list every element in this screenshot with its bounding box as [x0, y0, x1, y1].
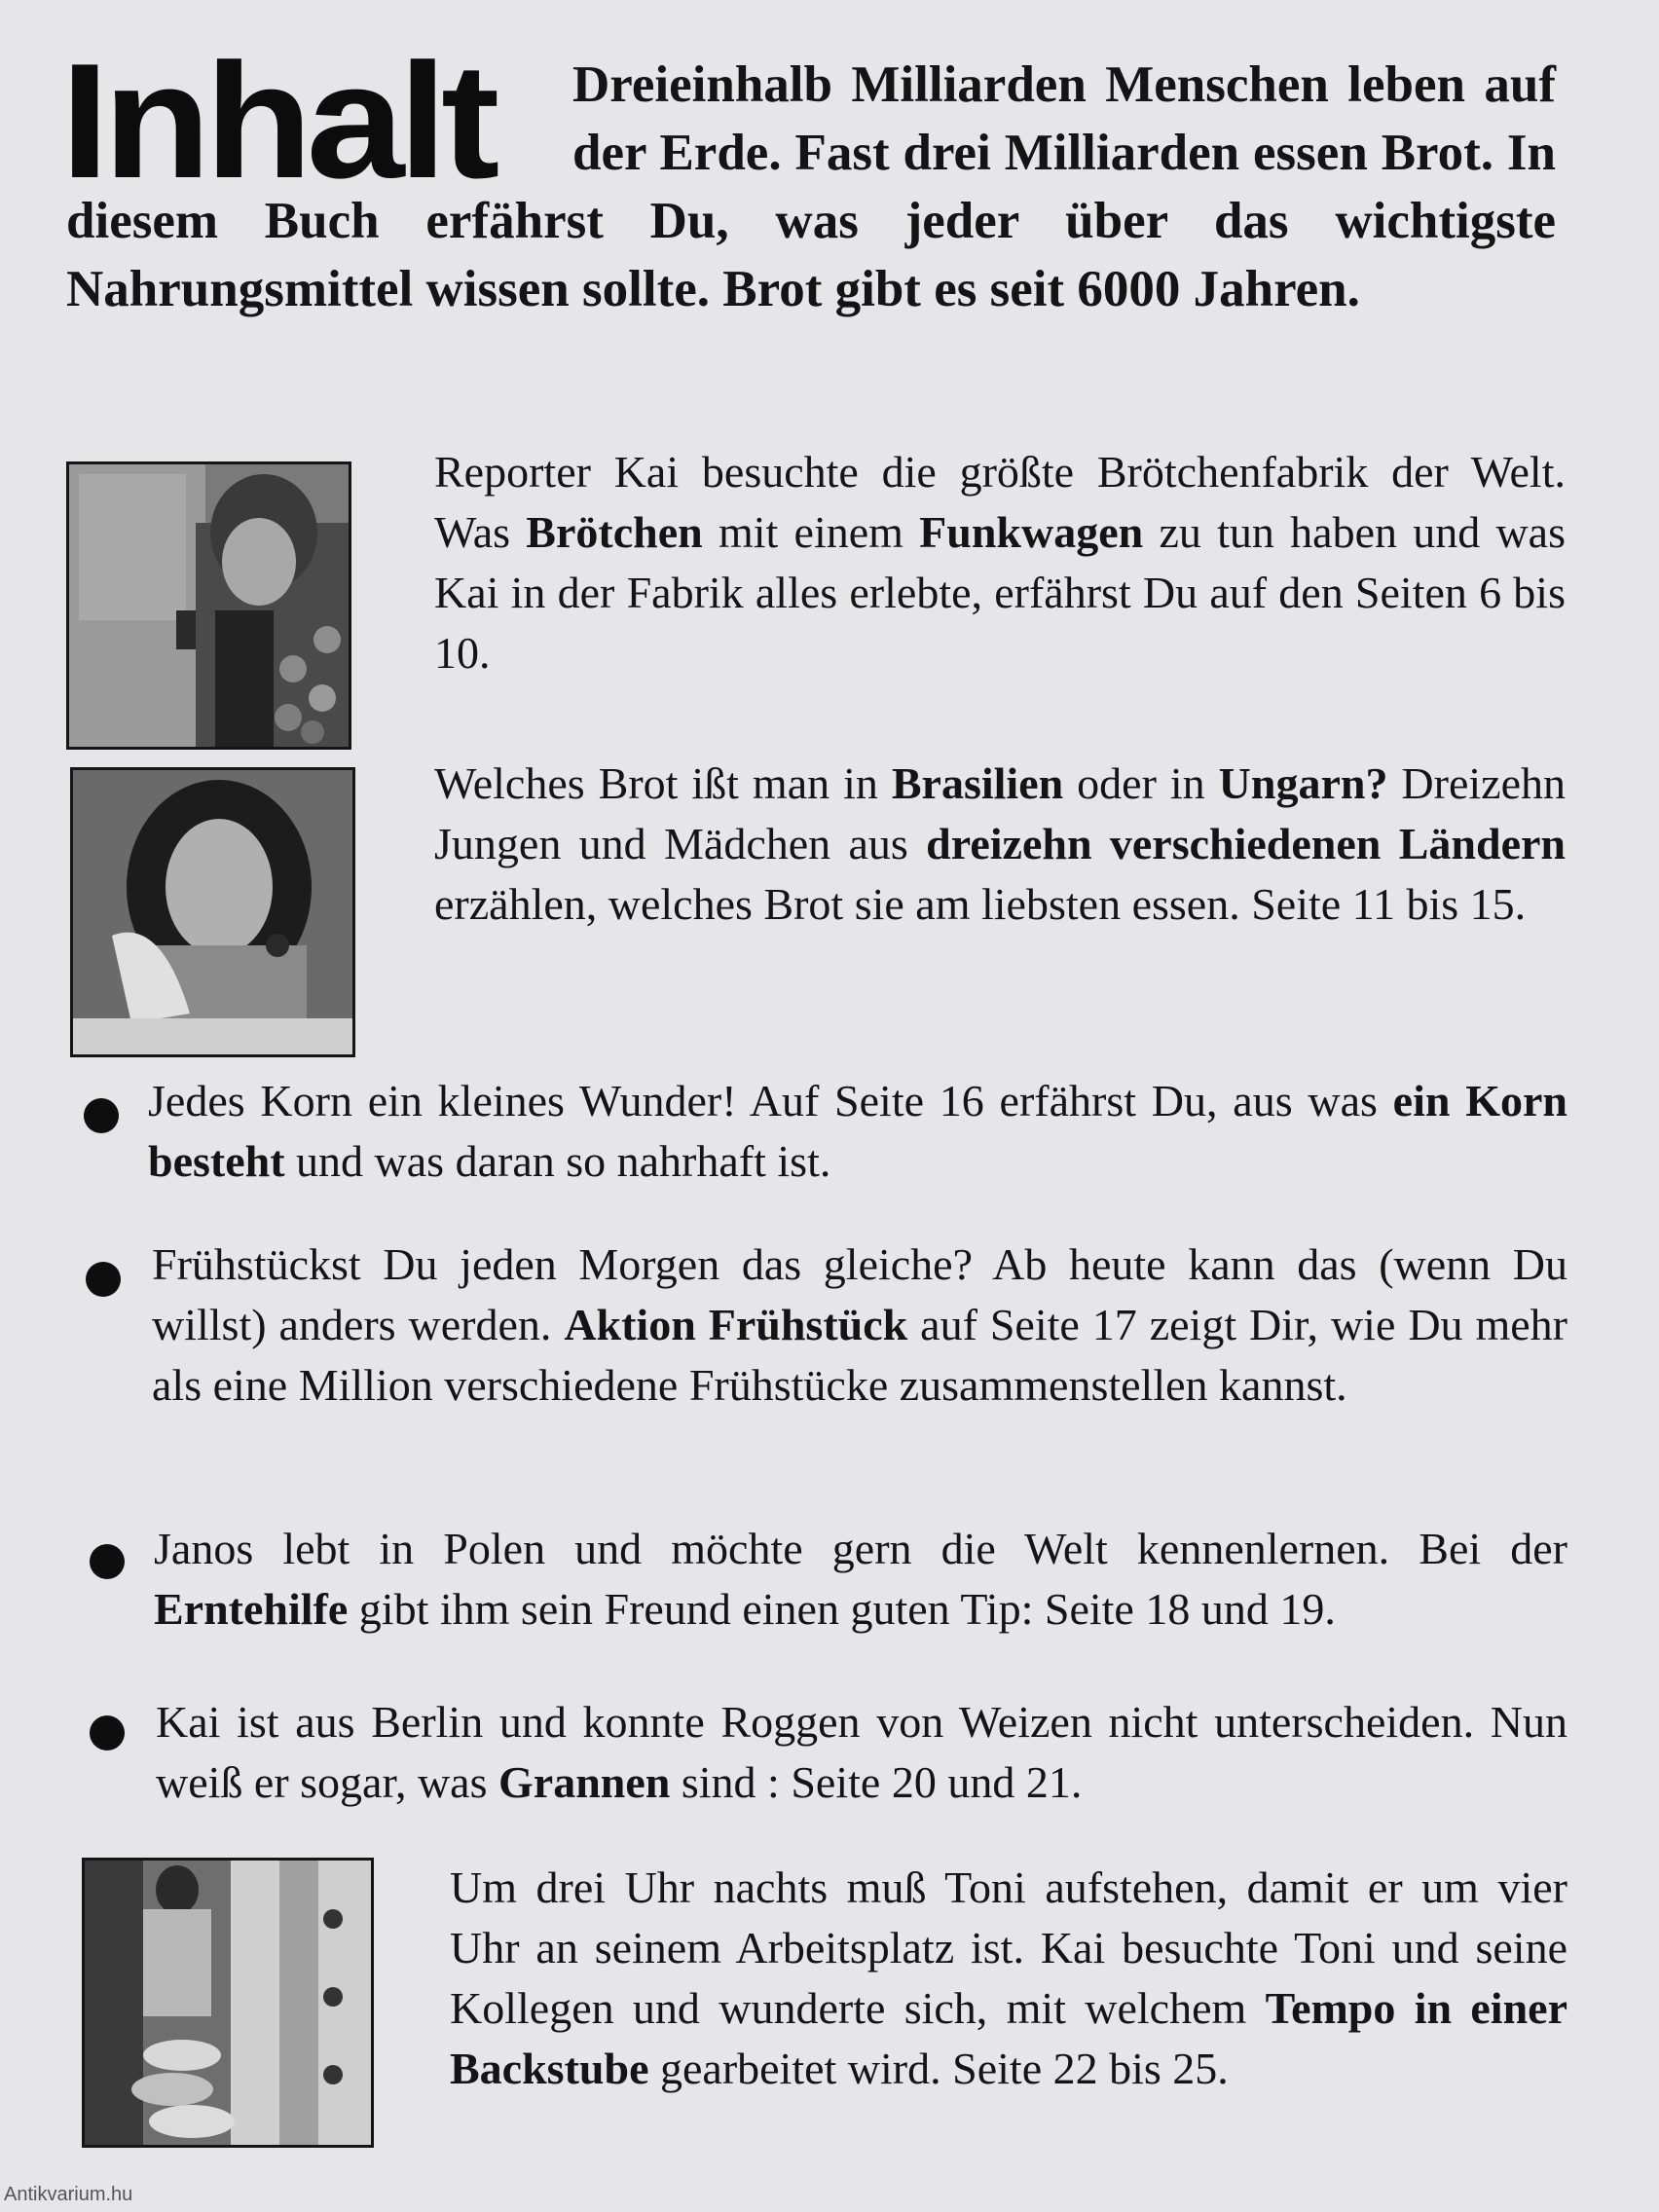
photo-girl — [70, 767, 355, 1057]
entry-2-bold: dreizehn verschiedenen Ländern — [926, 819, 1566, 868]
bullet-icon — [84, 1098, 119, 1133]
photo-baker — [82, 1858, 374, 2148]
entry-5-bold: Erntehilfe — [154, 1584, 349, 1634]
entry-3-text-part: Jedes Korn ein kleines Wunder! Auf Seite 16 erfährst Du, aus was — [148, 1076, 1393, 1125]
entry-7-bold: Tempo in einer Backstube — [450, 1983, 1567, 2093]
entry-3-text-part: und was daran so nahrhaft ist. — [284, 1136, 831, 1186]
entry-4-text-part: Frühstückst Du jeden Morgen das gleiche? Ab heute kann das (wenn Du willst) anders werden. — [152, 1239, 1567, 1349]
entry-grain — [148, 1071, 1567, 1192]
entry-3-bold: ein Korn besteht — [148, 1076, 1567, 1186]
entry-5-text-part: Janos lebt in Polen und möchte gern die Welt kennenlernen. Bei der — [154, 1524, 1567, 1573]
intro-paragraph — [66, 51, 1556, 323]
entry-1-text-part: zu tun haben und was Kai in der Fabrik alles erlebte, erfährst Du auf den Seiten 6 bis 10. — [434, 507, 1566, 678]
entry-4-bold: Aktion Frühstück — [564, 1300, 908, 1349]
entry-2-text-part: Welches Brot ißt man in — [434, 758, 892, 808]
entry-7-text — [450, 1858, 1567, 2099]
entry-breakfast — [152, 1235, 1567, 1416]
entry-2-bold: Ungarn? — [1218, 758, 1388, 808]
bullet-icon — [90, 1715, 125, 1751]
photo-girl-image — [73, 770, 352, 1054]
entry-grannen — [156, 1692, 1567, 1813]
entry-5-text — [154, 1519, 1567, 1640]
entry-2-text — [434, 754, 1566, 935]
intro-text: Dreieinhalb Milliarden Menschen leben auf der Erde. Fast drei Milliarden essen Brot. In diesem Buch erfährst Du, was jeder über das wichtigste Nahrungsmittel wissen sollte. Brot gibt es seit 6000 Jahren. — [66, 56, 1556, 317]
entry-6-text-part: sind : Seite 20 und 21. — [670, 1757, 1083, 1807]
entry-2-text-part: oder in — [1063, 758, 1219, 808]
entry-3-text — [148, 1071, 1567, 1192]
entry-2-text-part: Dreizehn Jungen und Mädchen aus — [434, 758, 1566, 868]
entry-1-text-part: mit einem — [702, 507, 920, 557]
entry-7-text-part: gearbeitet wird. Seite 22 bis 25. — [648, 2044, 1229, 2093]
photo-boy-image — [69, 464, 349, 747]
entry-5-text-part: gibt ihm sein Freund einen guten Tip: Seite 18 und 19. — [348, 1584, 1336, 1634]
entry-6-text — [156, 1692, 1567, 1813]
entry-countries-bread — [434, 754, 1566, 935]
entry-bakery-factory — [434, 442, 1566, 683]
entry-6-bold: Grannen — [498, 1757, 671, 1807]
page-title: Inhalt — [60, 29, 494, 212]
bullet-icon — [86, 1262, 121, 1297]
entry-1-text-part: Reporter Kai besuchte die größte Brötchenfabrik der Welt. Was — [434, 447, 1566, 557]
entry-1-bold: Funkwagen — [919, 507, 1144, 557]
entry-harvest — [154, 1519, 1567, 1640]
watermark: Antikvarium.hu — [4, 2184, 133, 2205]
entry-4-text — [152, 1235, 1567, 1416]
photo-baker-image — [85, 1861, 371, 2145]
entry-1-bold: Brötchen — [526, 507, 703, 557]
entry-1-text — [434, 442, 1566, 683]
entry-bakery-tempo — [450, 1858, 1567, 2099]
entry-2-text-part: erzählen, welches Brot sie am liebsten essen. Seite 11 bis 15. — [434, 879, 1527, 929]
entry-2-bold: Brasilien — [891, 758, 1064, 808]
photo-boy — [66, 461, 351, 750]
entry-4-text-part: auf Seite 17 zeigt Dir, wie Du mehr als eine Million verschiedene Frühstücke zusammenstellen kannst. — [152, 1300, 1567, 1410]
entry-7-text-part: Um drei Uhr nachts muß Toni aufstehen, damit er um vier Uhr an seinem Arbeitsplatz ist. Kai besuchte Toni und seine Kollegen und wunderte sich, mit welchem — [450, 1862, 1567, 2033]
bullet-icon — [90, 1544, 125, 1579]
entry-6-text-part: Kai ist aus Berlin und konnte Roggen von Weizen nicht unterscheiden. Nun weiß er sogar, was — [156, 1697, 1567, 1807]
